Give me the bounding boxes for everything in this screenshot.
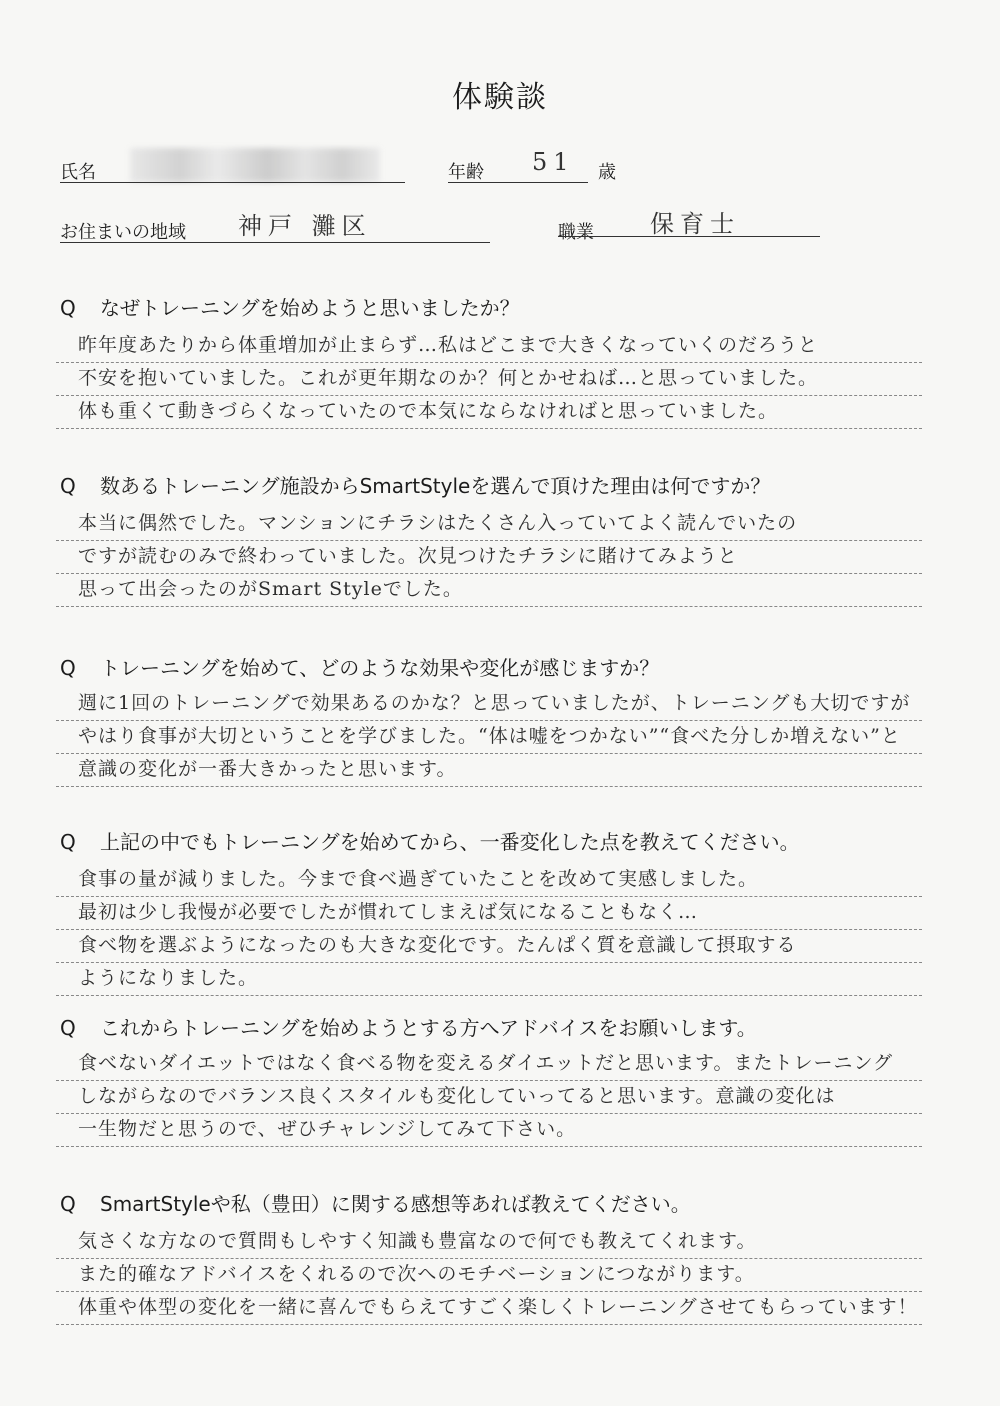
answer-line: 体も重くて動きづらくなっていたので本気にならなければと思っていました。 bbox=[56, 396, 922, 429]
question-6 bbox=[60, 1188, 940, 1217]
answer-line: 意識の変化が一番大きかったと思います。 bbox=[56, 754, 922, 787]
question-3 bbox=[60, 652, 940, 681]
area-label: お住まいの地域 bbox=[60, 222, 186, 243]
answer-3 bbox=[56, 688, 922, 787]
answer-line: 最初は少し我慢が必要でしたが慣れてしまえば気になることもなく… bbox=[56, 897, 922, 930]
question-5 bbox=[60, 1012, 940, 1041]
age-unit: 歳 bbox=[598, 162, 616, 183]
question-mark: Q bbox=[60, 1192, 76, 1216]
age-value: 51 bbox=[532, 148, 575, 176]
name-redacted bbox=[130, 148, 380, 182]
answer-4 bbox=[56, 864, 922, 996]
area-value: 神戸 灘区 bbox=[238, 212, 372, 240]
question-text: 上記の中でもトレーニングを始めてから、一番変化した点を教えてください。 bbox=[100, 830, 800, 854]
answer-line: 食事の量が減りました。今まで食べ過ぎていたことを改めて実感しました。 bbox=[56, 864, 922, 897]
answer-line: しながらなのでバランス良くスタイルも変化していってると思います。意識の変化は bbox=[56, 1081, 922, 1114]
answer-line: また的確なアドバイスをくれるので次へのモチベーションにつながります。 bbox=[56, 1259, 922, 1292]
answer-line: 思って出会ったのがSmart Styleでした。 bbox=[56, 574, 922, 607]
answer-1 bbox=[56, 330, 922, 429]
age-label: 年齢 bbox=[448, 162, 484, 183]
question-text: なぜトレーニングを始めようと思いましたか？ bbox=[100, 296, 520, 320]
job-label: 職業 bbox=[558, 222, 594, 243]
name-label: 氏名 bbox=[60, 162, 96, 183]
question-4 bbox=[60, 826, 940, 855]
name-underline bbox=[60, 182, 405, 183]
answer-line: 食べ物を選ぶようになったのも大きな変化です。たんぱく質を意識して摂取する bbox=[56, 930, 922, 963]
answer-line: 食べないダイエットではなく食べる物を変えるダイエットだと思います。またトレーニング bbox=[56, 1048, 922, 1081]
answer-line: 昨年度あたりから体重増加が止まらず…私はどこまで大きくなっていくのだろうと bbox=[56, 330, 922, 363]
job-value: 保育士 bbox=[650, 210, 740, 238]
answer-line: 本当に偶然でした。マンションにチラシはたくさん入っていてよく読んでいたの bbox=[56, 508, 922, 541]
question-text: 数あるトレーニング施設からSmartStyleを選んで頂けた理由は何ですか？ bbox=[100, 474, 771, 498]
area-underline bbox=[60, 242, 490, 243]
question-text: これからトレーニングを始めようとする方へアドバイスをお願いします。 bbox=[100, 1016, 757, 1040]
question-text: トレーニングを始めて、どのような効果や変化が感じますか？ bbox=[100, 656, 660, 680]
answer-line: 不安を抱いていました。これが更年期なのか？何とかせねば…と思っていました。 bbox=[56, 363, 922, 396]
answer-line: 体重や体型の変化を一緒に喜んでもらえてすごく楽しくトレーニングさせてもらっています！ bbox=[56, 1292, 922, 1325]
page-title: 体験談 bbox=[452, 80, 548, 115]
age-underline bbox=[448, 182, 588, 183]
question-mark: Q bbox=[60, 296, 76, 320]
answer-line: 週に1回のトレーニングで効果あるのかな？と思っていましたが、トレーニングも大切ですが bbox=[56, 688, 922, 721]
question-mark: Q bbox=[60, 1016, 76, 1040]
question-text: SmartStyleや私（豊田）に関する感想等あれば教えてください。 bbox=[100, 1192, 691, 1216]
answer-line: 一生物だと思うので、ぜひチャレンジしてみて下さい。 bbox=[56, 1114, 922, 1147]
question-mark: Q bbox=[60, 474, 76, 498]
answer-line: 気さくな方なので質問もしやすく知識も豊富なので何でも教えてくれます。 bbox=[56, 1226, 922, 1259]
question-mark: Q bbox=[60, 656, 76, 680]
question-mark: Q bbox=[60, 830, 76, 854]
answer-line: やはり食事が大切ということを学びました。“体は嘘をつかない”“食べた分しか増えない”と bbox=[56, 721, 922, 754]
answer-2 bbox=[56, 508, 922, 607]
answer-line: ようになりました。 bbox=[56, 963, 922, 996]
answer-6 bbox=[56, 1226, 922, 1325]
answer-line: ですが読むのみで終わっていました。次見つけたチラシに賭けてみようと bbox=[56, 541, 922, 574]
job-underline bbox=[558, 236, 820, 237]
question-1 bbox=[60, 292, 940, 321]
question-2 bbox=[60, 470, 940, 499]
answer-5 bbox=[56, 1048, 922, 1147]
